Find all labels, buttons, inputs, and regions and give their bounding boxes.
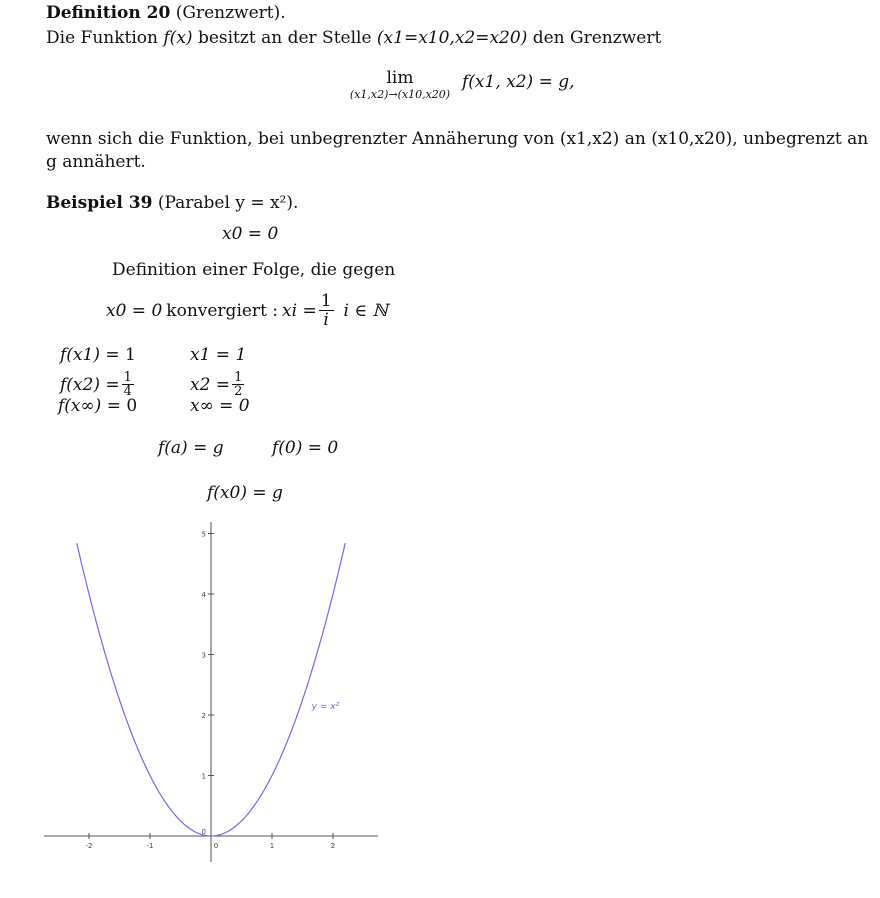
example-label: Beispiel 39: [46, 193, 153, 213]
conv-word: konvergiert :: [166, 300, 279, 321]
fx0-equation: f(x0) = g: [207, 483, 283, 503]
limit-expression: f(x1, x2) = g,: [462, 72, 575, 92]
row-left: f(x1) =: [60, 345, 126, 365]
conv-num: 1: [320, 291, 332, 311]
row-left: f(x2) =: [60, 374, 120, 395]
row-left: f(x∞) =: [58, 396, 127, 416]
conv-xi: xi =: [282, 300, 317, 321]
f0-equation: f(0) = 0: [272, 438, 339, 458]
row-left-val: 1: [125, 345, 136, 365]
table-row-right: x∞ = 0: [190, 396, 250, 416]
limit-subscript: (x1,x2)→(x10,x20): [349, 88, 451, 101]
definition-text: Die Funktion: [46, 28, 158, 48]
function-fx: f(x): [163, 28, 193, 48]
curve-label: y = x²: [311, 701, 340, 712]
limit-word: lim: [386, 68, 414, 88]
definition-text: den Grenzwert: [532, 28, 662, 48]
frac-den: 4: [123, 384, 132, 399]
conv-natural: i ∈ ℕ: [343, 300, 388, 321]
definition-text: besitzt an der Stelle: [197, 28, 372, 48]
y-tick-label: 4: [201, 591, 206, 599]
x-tick-label: 1: [269, 842, 275, 850]
definition-line2: wenn sich die Funktion, bei unbegrenzter Annäherung von (x1,x2) an (x10,x20), unbegrenzt an: [46, 129, 869, 149]
y-tick-label: 0: [201, 828, 206, 836]
x-tick-label: 0: [213, 842, 219, 850]
table-row-right: x1 = 1: [190, 345, 247, 365]
definition-title: (Grenzwert).: [175, 3, 286, 23]
x-tick-label: 2: [330, 842, 336, 850]
point-expr: (x1=x10,x2=x20): [376, 28, 528, 48]
frac-num: 1: [123, 370, 132, 385]
definition-line3: g annähert.: [46, 152, 146, 172]
x-tick-label: -2: [85, 842, 93, 850]
definition-label: Definition 20: [46, 3, 171, 23]
y-tick-label: 3: [201, 651, 206, 660]
y-tick-label: 5: [201, 530, 206, 539]
x0-equation: x0 = 0: [222, 224, 279, 244]
y-tick-label: 2: [201, 712, 206, 720]
y-tick-label: 1: [201, 772, 206, 781]
conv-den: i: [323, 310, 329, 330]
fa-equation: f(a) = g: [158, 438, 224, 458]
row-left-val: 0: [126, 396, 138, 416]
conv-x0: x0 = 0: [106, 300, 163, 321]
sequence-text: Definition einer Folge, die gegen: [112, 260, 396, 280]
row-right: x2 =: [190, 374, 231, 395]
x-tick-label: -1: [146, 842, 154, 850]
example-title: (Parabel y = x²).: [157, 193, 299, 213]
frac-num: 1: [234, 370, 243, 385]
frac-den: 2: [234, 384, 243, 399]
